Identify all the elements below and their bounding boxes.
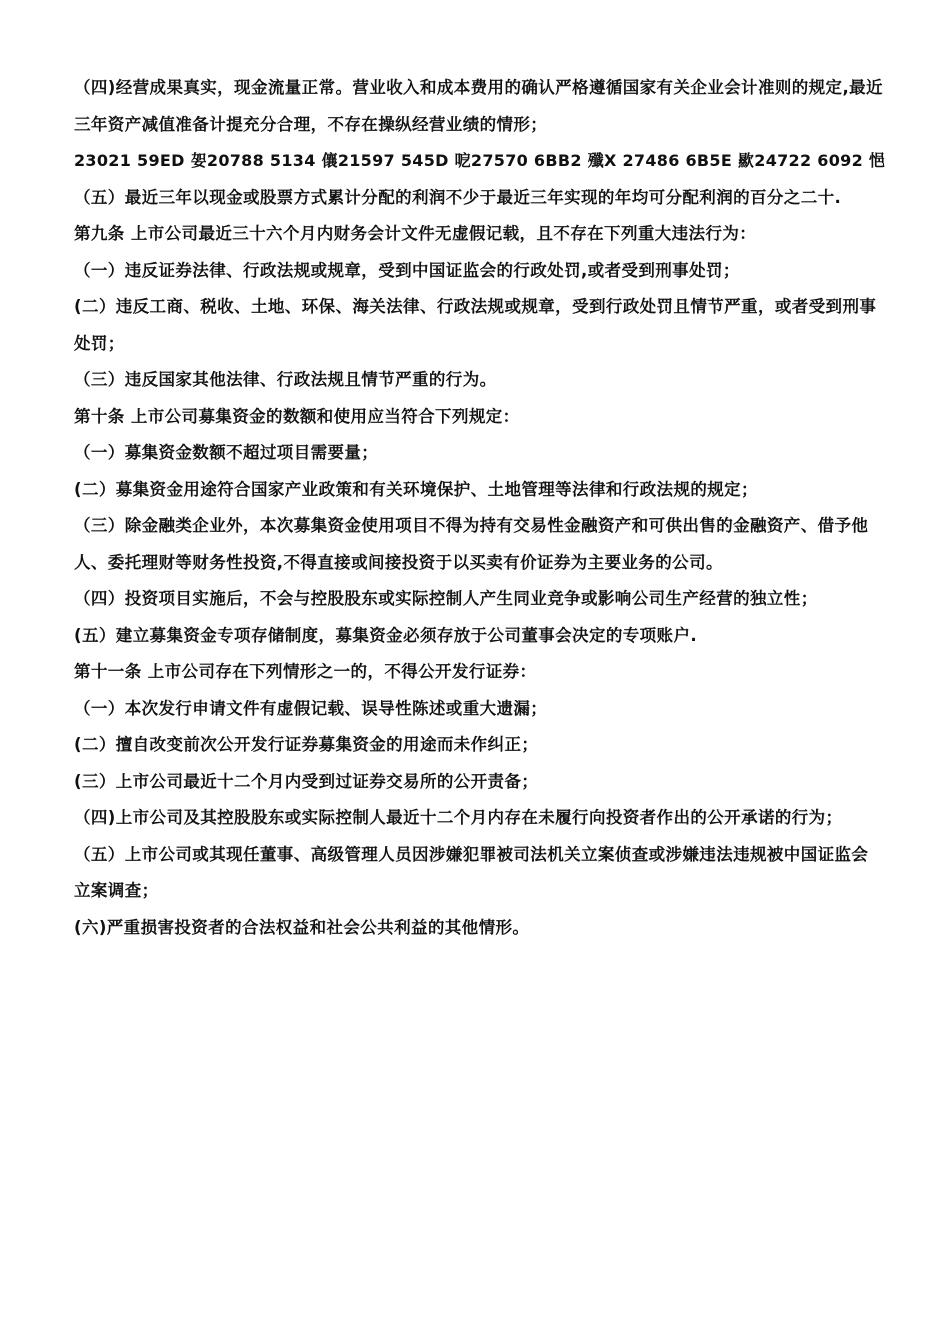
article-9-heading: 第九条 上市公司最近三十六个月内财务会计文件无虚假记载，且不存在下列重大违法行为： bbox=[74, 224, 757, 243]
article-9-item-2: (二）违反工商、税收、土地、环保、海关法律、行政法规或规章，受到行政处罚且情节严重，或者受到刑事处罚； bbox=[74, 297, 877, 353]
code-reference-line: 23021 59ED 妿20788 5134 儴21597 545D 呝27570 6BB2 殲X 27486 6B5E 歞24722 6092 悒 bbox=[74, 151, 886, 170]
document-body bbox=[74, 70, 884, 946]
article-11-item-5: （五）上市公司或其现任董事、高级管理人员因涉嫌犯罪被司法机关立案侦查或涉嫌违法违规被中国证监会立案调查； bbox=[74, 844, 869, 900]
article-11-item-4: （四)上市公司及其控股股东或实际控制人最近十二个月内存在未履行向投资者作出的公开承诺的行为； bbox=[74, 808, 843, 827]
paragraph-item-5-profit-distribution: （五）最近三年以现金或股票方式累计分配的利润不少于最近三年实现的年均可分配利润的百分之二十. bbox=[74, 187, 842, 207]
article-9-item-1: （一）违反证券法律、行政法规或规章，受到中国证监会的行政处罚,或者受到刑事处罚； bbox=[74, 260, 740, 280]
article-11-heading: 第十一条 上市公司存在下列情形之一的，不得公开发行证券： bbox=[74, 662, 537, 681]
article-10-item-5: (五）建立募集资金专项存储制度，募集资金必须存放于公司董事会决定的专项账户. bbox=[74, 625, 698, 645]
article-10-heading: 第十条 上市公司募集资金的数额和使用应当符合下列规定： bbox=[74, 406, 520, 426]
paragraph-item-4-operating-results: （四)经营成果真实，现金流量正常。营业收入和成本费用的确认严格遵循国家有关企业会计准则的规定,最近三年资产减值准备计提充分合理，不存在操纵经营业绩的情形； bbox=[74, 78, 883, 134]
article-10-item-2: (二）募集资金用途符合国家产业政策和有关环境保护、土地管理等法律和行政法规的规定； bbox=[74, 479, 758, 499]
article-11-item-6: (六)严重损害投资者的合法权益和社会公共利益的其他情形。 bbox=[74, 917, 530, 937]
article-11-item-1: （一）本次发行申请文件有虚假记载、误导性陈述或重大遗漏； bbox=[74, 698, 548, 718]
article-10-item-1: （一）募集资金数额不超过项目需要量； bbox=[74, 443, 379, 462]
article-11-item-3: (三）上市公司最近十二个月内受到过证券交易所的公开责备； bbox=[74, 771, 539, 791]
article-10-item-3: （三）除金融类企业外，本次募集资金使用项目不得为持有交易性金融资产和可供出售的金融资产、借予他人、委托理财等财务性投资,不得直接或间接投资于以买卖有价证券为主要业务的公司。 bbox=[74, 516, 869, 572]
article-10-item-4: （四）投资项目实施后，不会与控股股东或实际控制人产生同业竞争或影响公司生产经营的独立性； bbox=[74, 589, 818, 608]
article-11-item-2: (二）擅自改变前次公开发行证券募集资金的用途而未作纠正； bbox=[74, 735, 539, 754]
article-9-item-3: （三）违反国家其他法律、行政法规且情节严重的行为。 bbox=[74, 370, 497, 389]
